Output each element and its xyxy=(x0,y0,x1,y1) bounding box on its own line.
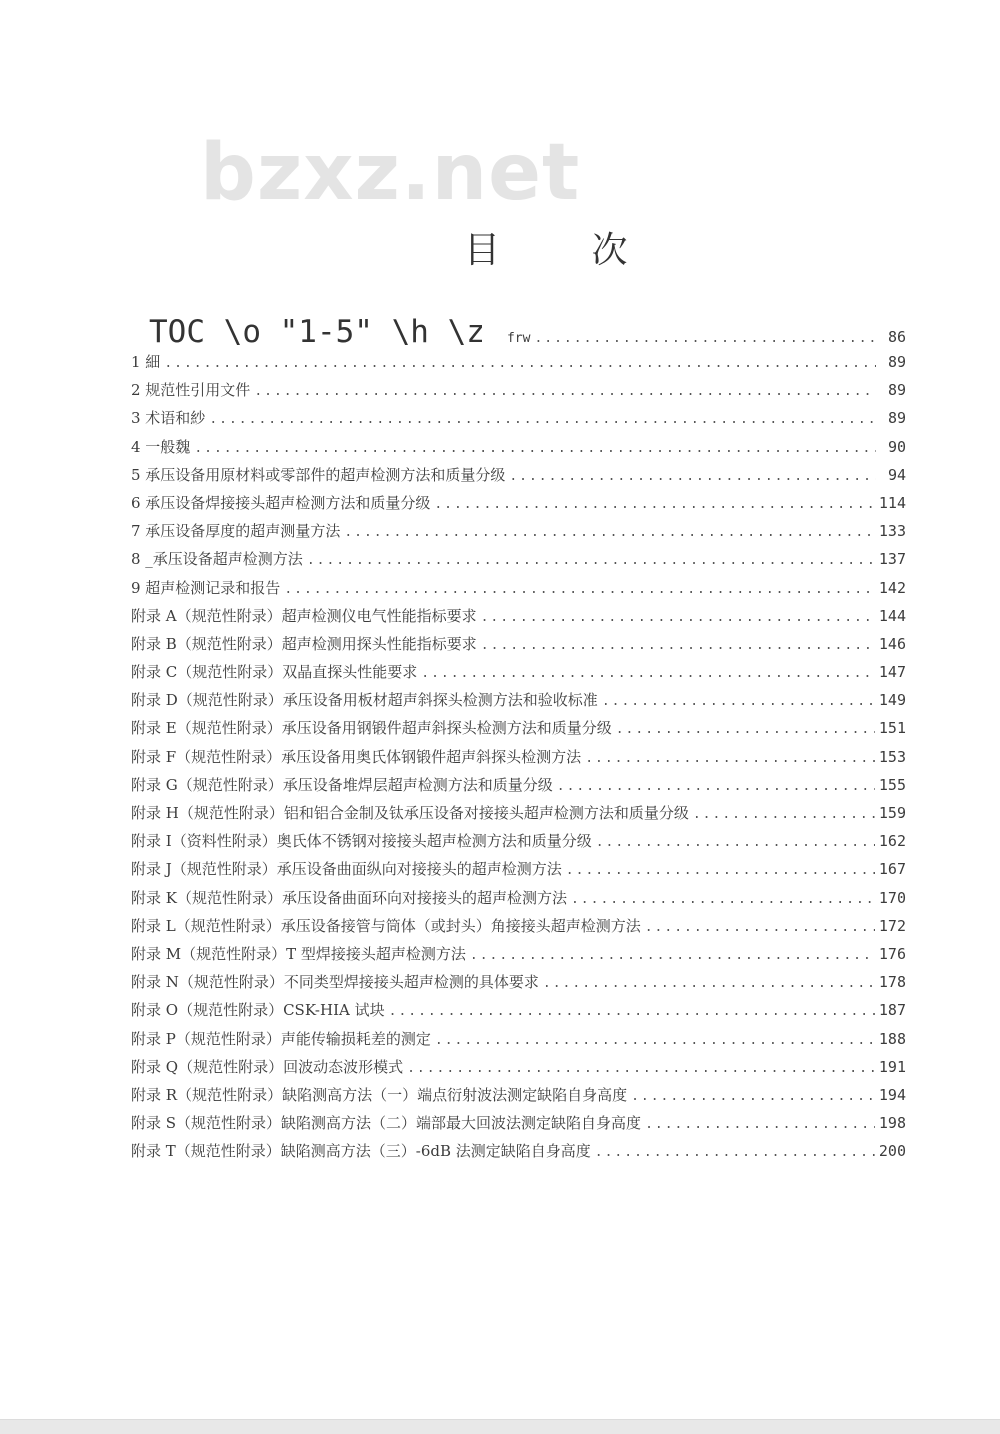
page-number: 155 xyxy=(878,775,906,794)
toc-entry-title: 附录 O（规范性附录）CSK-HIA 试块 xyxy=(131,1001,385,1020)
toc-entry-title: 附录 Q（规范性附录）回波动态波形模式 xyxy=(131,1057,404,1076)
toc-entry[interactable] xyxy=(131,743,906,771)
dot-leader xyxy=(209,406,876,434)
toc-entry[interactable] xyxy=(131,517,906,545)
toc-field-code: TOC \o "1-5" \h \z xyxy=(149,314,485,350)
page-number: 151 xyxy=(878,719,906,738)
toc-entry[interactable] xyxy=(131,1081,906,1109)
dot-leader xyxy=(596,829,875,857)
dot-leader xyxy=(602,688,875,716)
page-number: 162 xyxy=(878,832,906,851)
page-number: 147 xyxy=(878,663,906,682)
dot-leader xyxy=(344,519,875,547)
watermark: bzxz.net xyxy=(200,128,581,218)
toc-entry[interactable] xyxy=(131,348,906,376)
dot-leader xyxy=(284,576,875,604)
page-number: 90 xyxy=(887,437,906,456)
toc-entry[interactable] xyxy=(131,574,906,602)
toc-entry-title: 8 _承压设备超声检测方法 xyxy=(131,550,303,569)
dot-leader xyxy=(543,970,875,998)
toc-entry-title: 附录 T（规范性附录）缺陷测高方法（三）-6dB 法测定缺陷自身高度 xyxy=(131,1142,591,1161)
page-number: 149 xyxy=(878,691,906,710)
dot-leader xyxy=(631,1083,875,1111)
toc-entry-title: 附录 H（规范性附录）铝和铝合金制及钛承压设备对接接头超声检测方法和质量分级 xyxy=(131,804,689,822)
page-number: 114 xyxy=(878,493,906,512)
dot-leader xyxy=(481,604,875,632)
page-number: 144 xyxy=(878,606,906,625)
page-number: 137 xyxy=(878,550,906,569)
toc-entry-title: 2 规范性引用文件 xyxy=(131,381,251,400)
toc-entry[interactable] xyxy=(131,884,906,912)
dot-leader xyxy=(645,914,875,942)
toc-entry[interactable] xyxy=(131,630,906,658)
page-number: 191 xyxy=(878,1057,906,1076)
toc-field-suffix: frw xyxy=(506,331,531,346)
page-number: 178 xyxy=(878,973,906,992)
page-number: 89 xyxy=(887,409,906,428)
dot-leader xyxy=(194,435,876,463)
toc-entry-title: 附录 F（规范性附录）承压设备用奥氏体钢锻件超声斜探头检测方法 xyxy=(131,747,582,766)
dot-leader xyxy=(481,632,875,660)
page-number: 146 xyxy=(878,634,906,653)
dot-leader xyxy=(693,801,875,829)
toc-entry-title: 附录 M（规范性附录）T 型焊接接头超声检测方法 xyxy=(131,944,466,963)
dot-leader xyxy=(616,716,875,744)
viewer-bottom-strip xyxy=(0,1419,1000,1434)
toc-entry[interactable] xyxy=(131,658,906,686)
dot-leader xyxy=(307,547,875,575)
page-number: 133 xyxy=(878,522,906,541)
toc-entry-title: 附录 P（规范性附录）声能传输损耗差的测定 xyxy=(131,1029,431,1048)
dot-leader xyxy=(509,463,876,491)
page-number: 170 xyxy=(878,888,906,907)
toc-entry[interactable] xyxy=(131,433,906,461)
dot-leader xyxy=(407,1055,875,1083)
dot-leader xyxy=(557,773,875,801)
page-number: 89 xyxy=(887,353,906,371)
dot-leader xyxy=(421,660,875,688)
toc-entry[interactable] xyxy=(131,686,906,714)
toc-entry[interactable] xyxy=(131,912,906,940)
dot-leader xyxy=(434,491,875,519)
page-number: 200 xyxy=(878,1142,906,1161)
page-number: 194 xyxy=(878,1085,906,1104)
page-number: 198 xyxy=(878,1114,906,1133)
toc-field-code-row[interactable] xyxy=(131,316,906,348)
toc-entry[interactable] xyxy=(131,827,906,855)
toc-entry[interactable] xyxy=(131,376,906,404)
toc-entry-title: 6 承压设备焊接接头超声检测方法和质量分级 xyxy=(131,493,431,512)
toc-entry[interactable] xyxy=(131,1053,906,1081)
dot-leader xyxy=(470,942,875,970)
toc-entry[interactable] xyxy=(131,404,906,432)
toc-entry-title: 附录 G（规范性附录）承压设备堆焊层超声检测方法和质量分级 xyxy=(131,775,553,794)
dot-leader xyxy=(595,1139,875,1167)
toc-entry-title: 4 一般魏 xyxy=(131,437,191,456)
page-number: 176 xyxy=(878,944,906,963)
toc-entry[interactable] xyxy=(131,940,906,968)
toc-entry-title: 附录 E（规范性附录）承压设备用钢锻件超声斜探头检测方法和质量分级 xyxy=(131,719,612,738)
toc-entry[interactable] xyxy=(131,996,906,1024)
page-number: 86 xyxy=(887,328,906,346)
table-of-contents xyxy=(131,316,906,1165)
toc-entry[interactable] xyxy=(131,545,906,573)
toc-entry-title: 附录 R（规范性附录）缺陷测高方法（一）端点衍射波法测定缺陷自身高度 xyxy=(131,1085,628,1104)
toc-entry-title: 7 承压设备厚度的超声测量方法 xyxy=(131,522,341,541)
toc-entry-title: 3 术语和紗 xyxy=(131,409,206,428)
toc-entry[interactable] xyxy=(131,714,906,742)
toc-entry-title: 附录 K（规范性附录）承压设备曲面环向对接接头的超声检测方法 xyxy=(131,888,567,907)
toc-entry-title: 附录 B（规范性附录）超声检测用探头性能指标要求 xyxy=(131,634,477,653)
page-number: 142 xyxy=(878,578,906,597)
page-number: 94 xyxy=(887,465,906,484)
dot-leader xyxy=(164,350,876,378)
toc-entry[interactable] xyxy=(131,489,906,517)
toc-entry-title: 附录 N（规范性附录）不同类型焊接接头超声检测的具体要求 xyxy=(131,973,539,992)
toc-entry[interactable] xyxy=(131,602,906,630)
page-number: 159 xyxy=(878,804,906,822)
toc-entry[interactable] xyxy=(131,1109,906,1137)
toc-entry[interactable] xyxy=(131,461,906,489)
toc-entry[interactable] xyxy=(131,855,906,883)
dot-leader xyxy=(571,886,875,914)
toc-entry-title: 1 細 xyxy=(131,353,161,371)
dot-leader xyxy=(585,745,875,773)
toc-entry[interactable] xyxy=(131,968,906,996)
toc-entry[interactable] xyxy=(131,1025,906,1053)
page-number: 187 xyxy=(878,1001,906,1020)
page-number: 188 xyxy=(878,1029,906,1048)
toc-entry-title: 附录 J（规范性附录）承压设备曲面纵向对接接头的超声检测方法 xyxy=(131,860,562,879)
toc-entry-title: 9 超声检测记录和报告 xyxy=(131,578,281,597)
toc-entry[interactable] xyxy=(131,799,906,827)
toc-entry-title: 附录 S（规范性附录）缺陷测高方法（二）端部最大回波法测定缺陷自身高度 xyxy=(131,1114,642,1133)
toc-entry-title: 附录 A（规范性附录）超声检测仪电气性能指标要求 xyxy=(131,606,477,625)
dot-leader xyxy=(566,857,875,885)
toc-entry-title: 附录 I（资料性附录）奥氏体不锈钢对接接头超声检测方法和质量分级 xyxy=(131,832,592,851)
dot-leader xyxy=(645,1111,875,1139)
page-number: 89 xyxy=(887,381,906,400)
toc-entry[interactable] xyxy=(131,771,906,799)
page-number: 153 xyxy=(878,747,906,766)
dot-leader xyxy=(254,378,876,406)
dot-leader xyxy=(435,1027,875,1055)
toc-entry-title: 附录 C（规范性附录）双晶直探头性能要求 xyxy=(131,663,418,682)
page-title: 目 次 xyxy=(464,230,668,271)
dot-leader xyxy=(389,998,875,1026)
toc-entry-title: 附录 L（规范性附录）承压设备接管与筒体（或封头）角接接头超声检测方法 xyxy=(131,916,641,935)
toc-entry-title: 附录 D（规范性附录）承压设备用板材超声斜探头检测方法和验收标准 xyxy=(131,691,598,710)
page-number: 172 xyxy=(878,916,906,935)
toc-entry[interactable] xyxy=(131,1137,906,1165)
page-number: 167 xyxy=(878,860,906,879)
toc-entry-title: 5 承压设备用原材料或零部件的超声检测方法和质量分级 xyxy=(131,465,506,484)
